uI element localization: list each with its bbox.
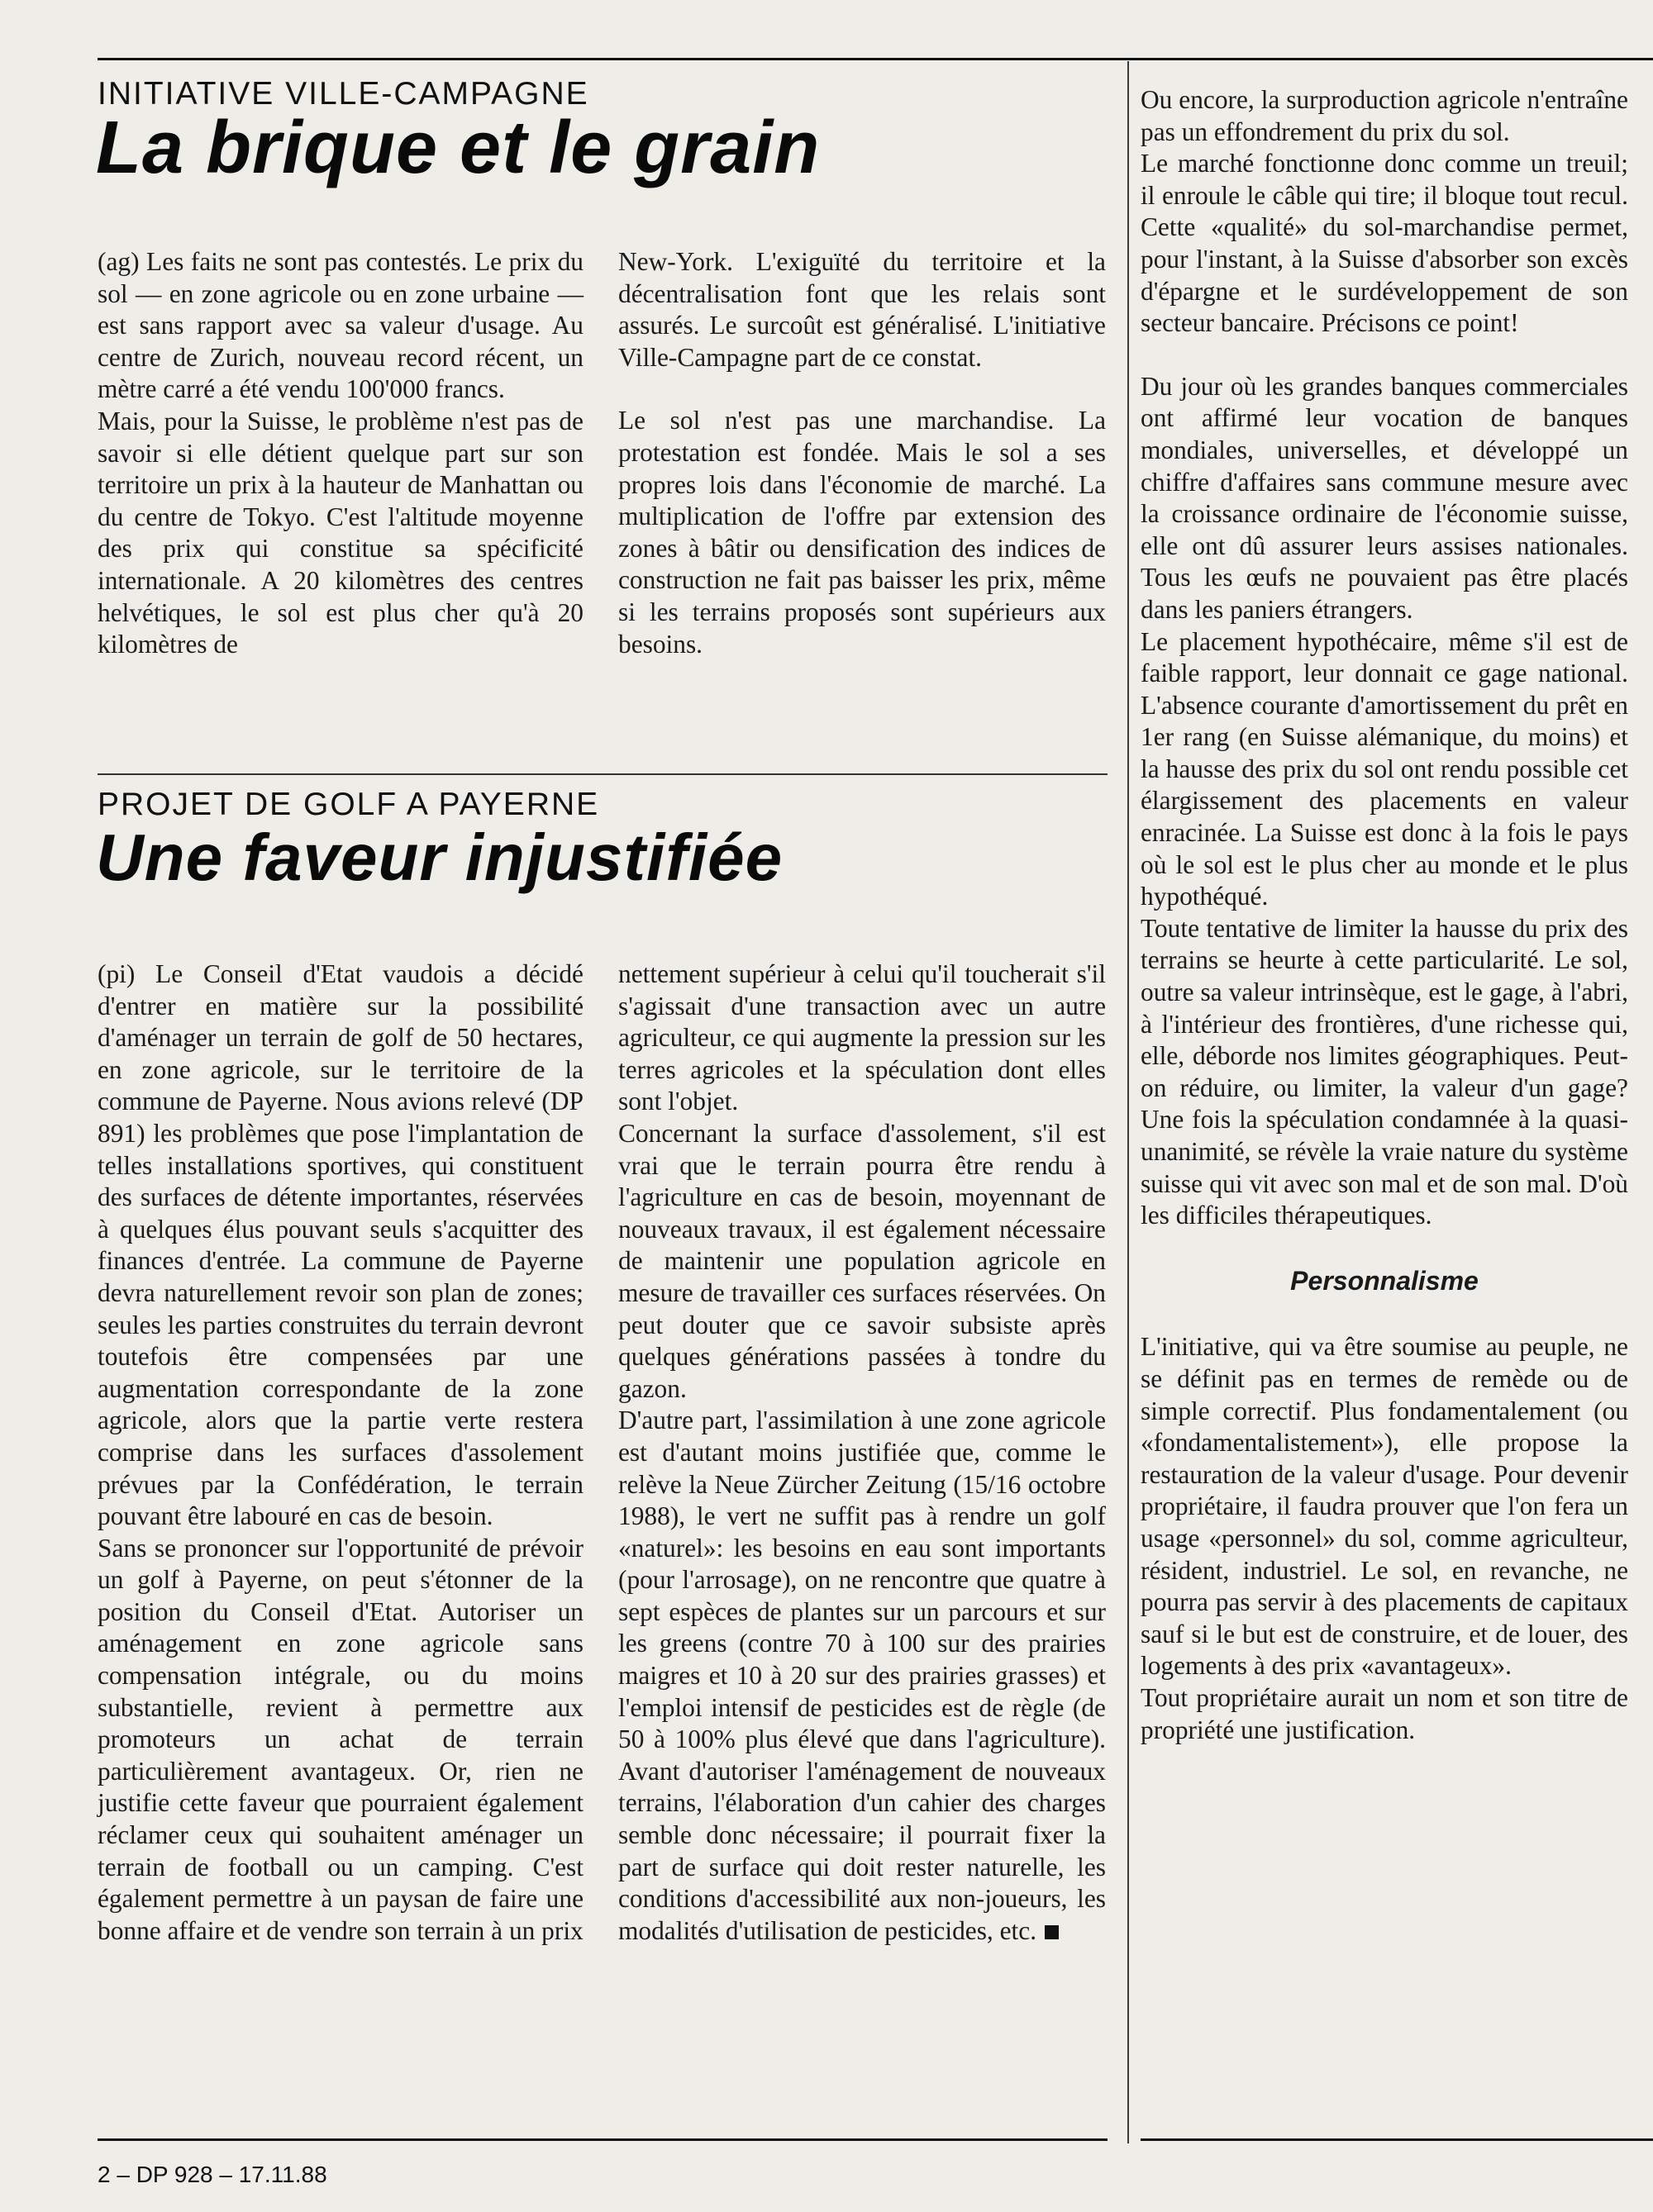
article2-kicker: PROJET DE GOLF A PAYERNE: [98, 787, 600, 822]
paragraph: Ou encore, la surproduction agricole n'entraîne pas un effondrement du prix du sol.: [1141, 85, 1628, 146]
paragraph: Sans se prononcer sur l'opportunité de prévoir un golf à Payerne, on peut s'étonner de la position du Conseil d'Etat. Autoriser un aménagement en zone agricole sans compensation intégrale, ou du moins substantielle, revient à permettre aux promoteurs un achat de terrain particulièrement avantageux. Or, rien ne justifie cette faveur que pourraient également réclamer ceux qui souhaitent aménager un terrain de football ou un camping. C'est également permettre à un paysan de faire une bonne affaire et de vendre son terrain à un prix: [98, 1533, 584, 1945]
paragraph: Tout propriétaire aurait un nom et son titre de propriété une justification.: [1141, 1682, 1628, 1744]
article1-column-1: [98, 246, 584, 661]
article2-column-2: [618, 959, 1106, 1947]
top-rule: [98, 58, 1653, 60]
article2-title: Une faveur injustifiée: [96, 821, 784, 894]
subheading: Personnalisme: [1290, 1265, 1479, 1296]
paragraph: Toute tentative de limiter la hausse du prix des terrains se heurte à cette particularité. Le sol, outre sa valeur intrinsèque, est le gage, à l'abri, à l'intérieur des frontières, d'une richesse qui, elle, déborde nos limites géographiques. Peut-on réduire, ou limiter, la valeur d'un gage? Une fois la spéculation condamnée à la quasi-unanimité, se révèle la vraie nature du système suisse qui vit avec son mal et de son mal. D'où les difficiles thérapeutiques.: [1141, 913, 1628, 1230]
paragraph: Le marché fonctionne donc comme un treuil; il enroule le câble qui tire; il bloque tout recul. Cette «qualité» du sol-marchandise permet, pour l'instant, à la Suisse d'absorber son excès d'épargne et le surdéveloppement de son secteur bancaire. Précisons ce point!: [1141, 149, 1628, 338]
article1-title: La brique et le grain: [96, 107, 821, 189]
article1-column-3: [1141, 84, 1628, 1746]
paragraph: (pi) Le Conseil d'Etat vaudois a décidé d'entrer en matière sur la possibilité d'aménager un terrain de golf de 50 hectares, en zone agricole, sur le territoire de la commune de Payerne. Nous avions relevé (DP 891) les problèmes que pose l'implantation de telles installations sportives, qui constituent des surfaces de détente importantes, réservées à quelques élus pouvant seuls s'acquitter des finances d'entrée. La commune de Payerne devra naturellement revoir son plan de zones; seules les parties construites du terrain devront toutefois être compensées par une augmentation correspondante de la zone agricole, alors que la partie verte restera comprise dans les surfaces d'assolement prévues par la Confédération, le terrain pouvant être labouré en cas de besoin.: [98, 959, 584, 1531]
article1-column-2: [618, 246, 1106, 660]
paragraph: [618, 1405, 1106, 1947]
paragraph: Du jour où les grandes banques commerciales ont affirmé leur vocation de banques mondiales, universelles, et développé un chiffre d'affaires sans commune mesure avec la croissance ordinaire de l'économie suisse, elle ont dû assurer leurs assises nationales. Tous les œufs ne pouvaient pas être placés dans les paniers étrangers.: [1141, 371, 1628, 624]
end-of-article-mark: [1045, 1925, 1059, 1939]
paragraph: Mais, pour la Suisse, le problème n'est pas de savoir si elle détient quelque part sur son territoire un prix à la hauteur de Manhattan ou du centre de Tokyo. C'est l'altitude moyenne des prix qui constitue sa spécificité internationale. A 20 kilomètres des centres helvétiques, le sol est plus cher qu'à 20 kilomètres de: [98, 406, 584, 659]
bottom-rule-left: [98, 2138, 1108, 2141]
paragraph: Le sol n'est pas une marchandise. La protestation est fondée. Mais le sol a ses propres lois dans l'économie de marché. La multiplication de l'offre par extension des zones à bâtir ou densification des indices de construction ne fait pas baisser les prix, même si les terrains proposés sont supérieurs aux besoins.: [618, 406, 1106, 659]
bottom-rule-right: [1141, 2138, 1653, 2141]
paragraph: L'initiative, qui va être soumise au peuple, ne se définit pas en termes de remède ou de simple correctif. Plus fondamentalement (ou «fondamentalistement»), elle propose la restauration de la valeur d'usage. Pour devenir propriétaire, il faudra prouver que l'on fera un usage «personnel» du sol, comme agriculteur, résident, industriel. Le sol, en revanche, ne pourra pas servir à des placements de capitaux sauf si le but est de construire, et de louer, des logements à des prix «avantageux».: [1141, 1332, 1628, 1681]
paragraph: New-York. L'exiguïté du territoire et la décentralisation font que les relais sont assurés. Le surcoût est généralisé. L'initiative Ville-Campagne part de ce constat.: [618, 247, 1106, 372]
column-divider: [1127, 61, 1129, 2143]
paragraph: Le placement hypothécaire, même s'il est de faible rapport, leur donnait ce gage national. L'absence courante d'amortissement du prêt en 1er rang (en Suisse alémanique, du moins) et la hausse des prix du sol ont rendu possible cet élargissement des placements en valeur enracinée. La Suisse est donc à la fois le pays où le sol est le plus cher au monde et le plus hypothéqué.: [1141, 626, 1628, 911]
paragraph: Concernant la surface d'assolement, s'il est vrai que le terrain pourra être rendu à l'agriculture en cas de besoin, moyennant de nouveaux travaux, il est également nécessaire de maintenir une population agricole en mesure de travailler ces surfaces réservées. On peut douter que ce savoir subsiste après quelques générations passées à tondre du gazon.: [618, 1118, 1106, 1403]
article1-kicker: INITIATIVE VILLE-CAMPAGNE: [98, 76, 589, 112]
article-separator-rule: [98, 773, 1108, 775]
page-footer: 2 – DP 928 – 17.11.88: [98, 2162, 327, 2187]
paragraph: nettement supérieur à celui qu'il toucherait s'il s'agissait d'une transaction avec un autre agriculteur, ce qui augmente la pression sur les terres agricoles et la spéculation dont elles sont l'objet.: [618, 959, 1106, 1116]
paragraph-text: D'autre part, l'assimilation à une zone agricole est d'autant moins justifiée que, comme le relève la Neue Zürcher Zeitung (15/16 octobre 1988), le vert ne suffit pas à rendre un golf «naturel»: les besoins en eau sont importants (pour l'arrosage), on ne rencontre que quatre à sept espèces de plantes sur un parcours et sur les greens (contre 70 à 100 sur des prairies maigres et 10 à 20 sur des prairies grasses) et l'emploi intensif de pesticides est de règle (de 50 à 100% plus élevé que dans l'agriculture). Avant d'autoriser l'aménagement de nouveaux terrains, l'élaboration d'un cahier des charges semble donc nécessaire; il pourrait fixer la part de surface qui doit rester naturelle, les conditions d'accessibilité aux non-joueurs, les modalités d'utilisation de pesticides, etc.: [618, 1406, 1106, 1945]
article2-column-1: [98, 959, 584, 1947]
paragraph: (ag) Les faits ne sont pas contestés. Le prix du sol — en zone agricole ou en zone urbaine — est sans rapport avec sa valeur d'usage. Au centre de Zurich, nouveau record récent, un mètre carré a été vendu 100'000 francs.: [98, 247, 584, 404]
